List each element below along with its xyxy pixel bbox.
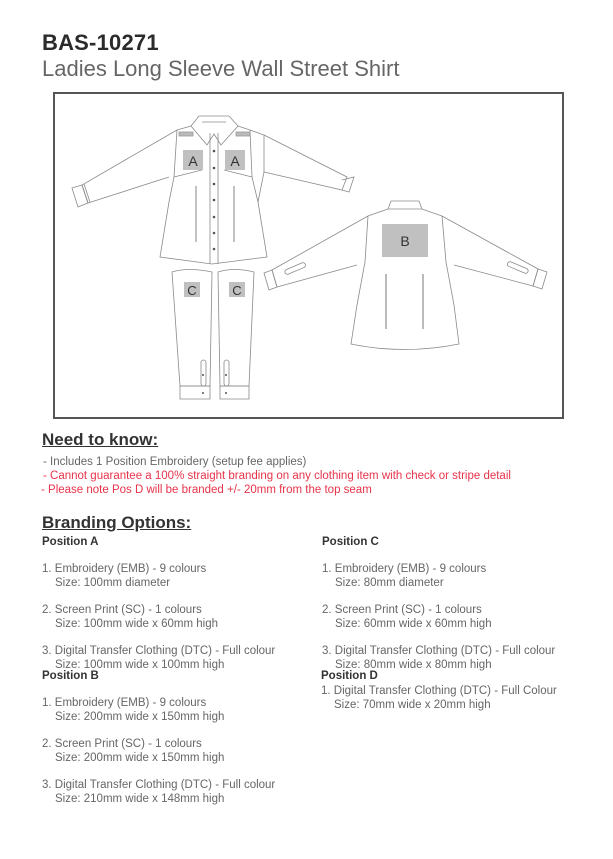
option-size: Size: 100mm wide x 100mm high (55, 659, 225, 671)
branding-option (322, 562, 555, 590)
back-shirt (264, 201, 547, 350)
position-markers (183, 150, 428, 298)
branding-option (42, 778, 275, 806)
option-size: Size: 200mm wide x 150mm high (55, 752, 225, 764)
position-d (321, 669, 557, 712)
branding-option (42, 603, 275, 631)
garment-diagram (53, 92, 564, 419)
branding-option (321, 684, 557, 712)
branding-option (42, 737, 275, 765)
option-size: Size: 100mm wide x 60mm high (55, 618, 218, 630)
option-size: Size: 210mm wide x 148mm high (55, 793, 225, 805)
note-stripe-warning: - Cannot guarantee a 100% straight branding on any clothing item with check or stripe detail (43, 470, 511, 482)
option-size: Size: 100mm diameter (55, 577, 171, 589)
need-to-know-heading: Need to know: (42, 430, 159, 449)
option-method: 1. Embroidery (EMB) - 9 colours (42, 563, 207, 575)
product-name: Ladies Long Sleeve Wall Street Shirt (42, 56, 400, 81)
note-pos-d: - Please note Pos D will be branded +/- 20mm from the top seam (41, 484, 372, 496)
option-method: 1. Embroidery (EMB) - 9 colours (42, 697, 207, 709)
option-size: Size: 70mm wide x 20mm high (334, 699, 491, 711)
product-code: BAS-10271 (42, 30, 159, 55)
marker-a-right-label: A (230, 153, 240, 169)
option-method: 3. Digital Transfer Clothing (DTC) - Full colour (42, 779, 276, 791)
option-size: Size: 200mm wide x 150mm high (55, 711, 225, 723)
position-title: Position A (42, 536, 99, 548)
note-embroidery: - Includes 1 Position Embroidery (setup fee applies) (43, 456, 307, 468)
option-method: 2. Screen Print (SC) - 1 colours (42, 604, 202, 616)
option-method: 2. Screen Print (SC) - 1 colours (42, 738, 202, 750)
option-method: 3. Digital Transfer Clothing (DTC) - Full colour (322, 645, 556, 657)
position-title: Position C (322, 536, 379, 548)
option-size: Size: 80mm wide x 80mm high (335, 659, 492, 671)
branding-option (42, 696, 275, 724)
front-shirt (72, 116, 354, 264)
marker-c-right-label: C (232, 283, 242, 298)
marker-c-left-label: C (187, 283, 197, 298)
option-method: 1. Embroidery (EMB) - 9 colours (322, 563, 487, 575)
position-c (322, 535, 555, 672)
option-size: Size: 80mm diameter (335, 577, 444, 589)
option-method: 1. Digital Transfer Clothing (DTC) - Full Colour (321, 685, 557, 697)
position-title: Position D (321, 670, 378, 682)
shirt-drawing (55, 94, 562, 417)
branding-option (322, 644, 555, 672)
branding-option (322, 603, 555, 631)
branding-option (42, 562, 275, 590)
branding-options-heading: Branding Options: (42, 513, 192, 532)
branding-option (42, 644, 275, 672)
option-size: Size: 60mm wide x 60mm high (335, 618, 492, 630)
marker-b-label: B (400, 233, 410, 249)
marker-a-left-label: A (188, 153, 198, 169)
position-a (42, 535, 275, 672)
position-title: Position B (42, 670, 99, 682)
option-method: 3. Digital Transfer Clothing (DTC) - Full colour (42, 645, 276, 657)
option-method: 2. Screen Print (SC) - 1 colours (322, 604, 482, 616)
position-b (42, 669, 275, 806)
